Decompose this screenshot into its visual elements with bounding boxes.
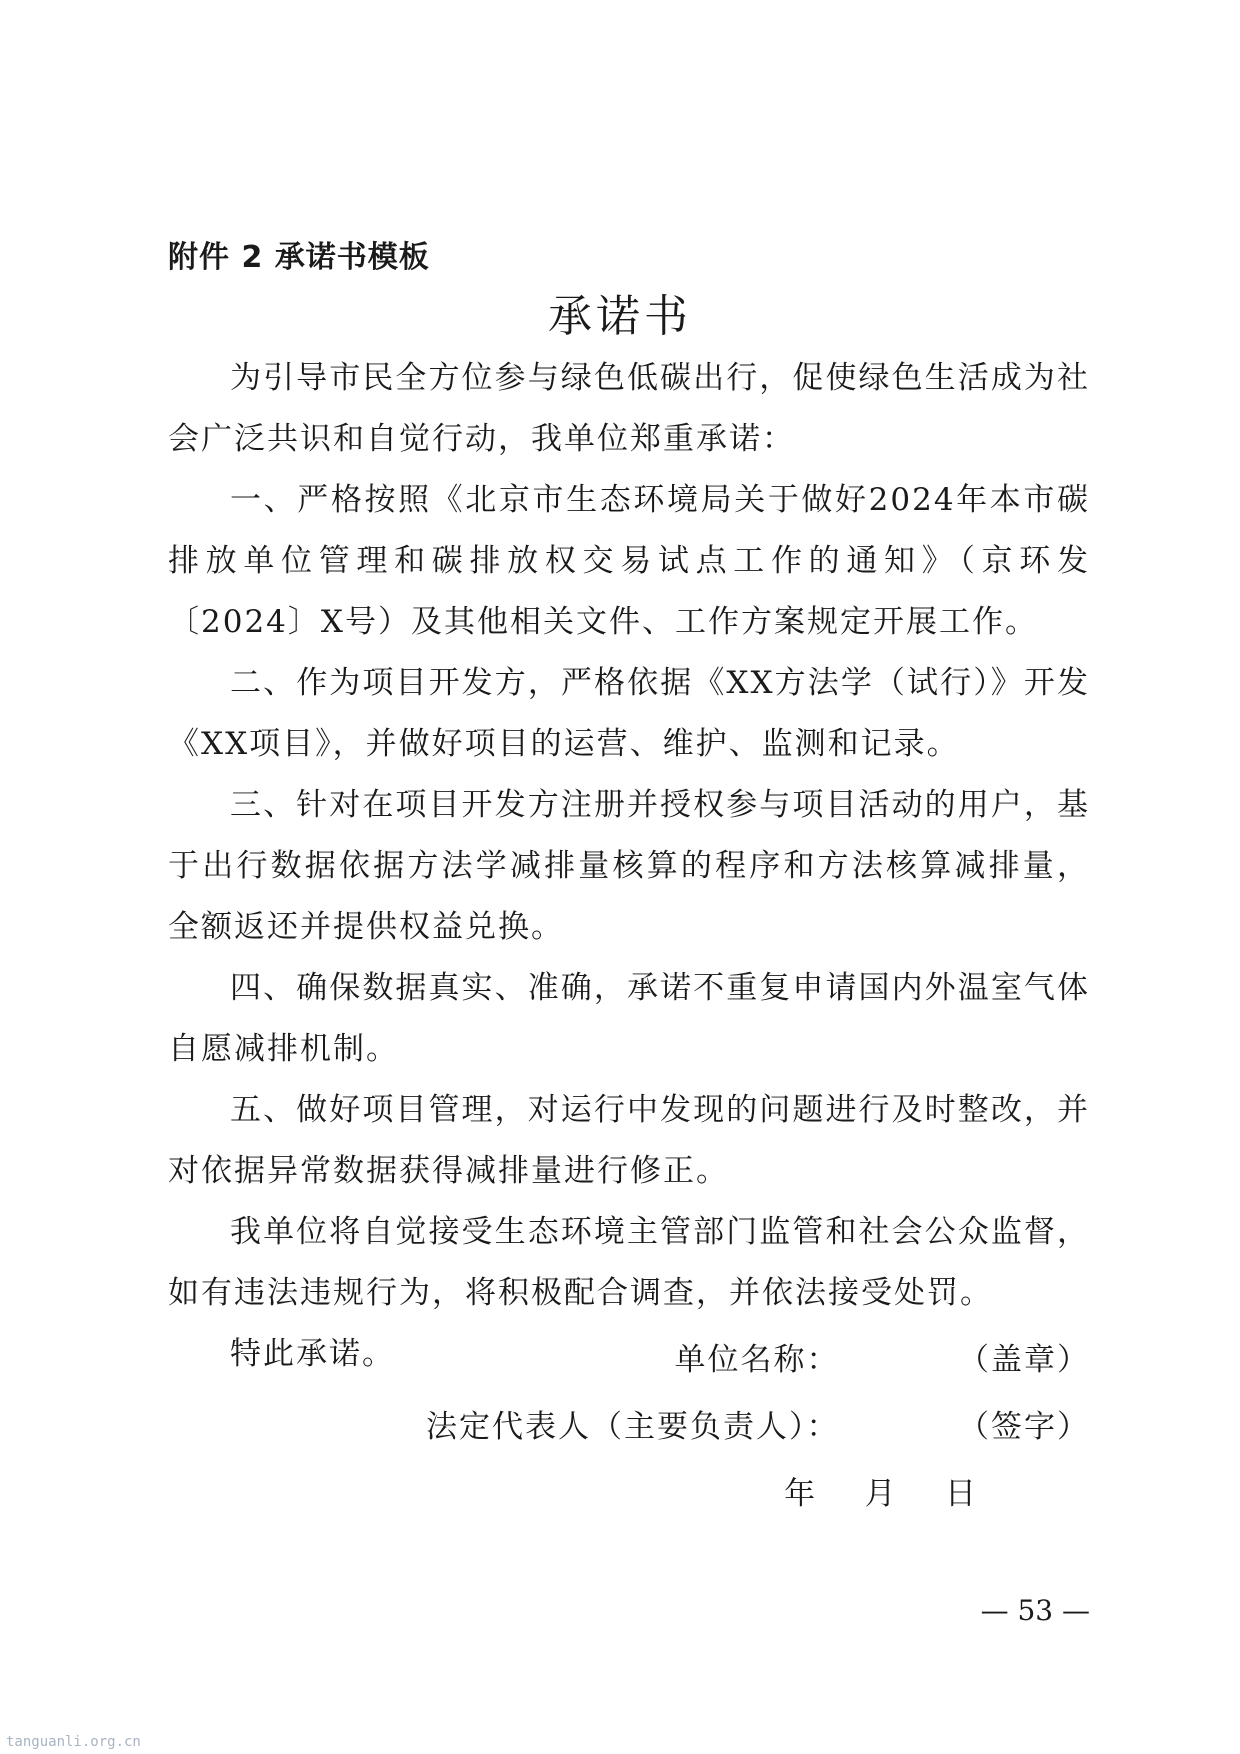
paragraph-item-1: 一、严格按照《北京市生态环境局关于做好2024年本市碳排放单位管理和碳排放权交易试点工作的通知》（京环发〔2024〕X号）及其他相关文件、工作方案规定开展工作。 (168, 482, 1090, 640)
watermark: tanguanli.org.cn (6, 1734, 141, 1750)
attachment-label: 附件 2 承诺书模板 (168, 240, 430, 275)
paragraph-intro: 为引导市民全方位参与绿色低碳出行，促使绿色生活成为社会广泛共识和自觉行动，我单位郑重承诺： (168, 360, 1090, 457)
paragraph-item-3: 三、针对在项目开发方注册并授权参与项目活动的用户，基于出行数据依据方法学减排量核算的程序和方法核算减排量，全额返还并提供权益兑换。 (168, 787, 1090, 945)
date-line: 年 月 日 (784, 1476, 978, 1512)
unit-name-line: 单位名称： （盖章） (674, 1342, 1090, 1378)
paragraph-item-4: 四、确保数据真实、准确，承诺不重复申请国内外温室气体自愿减排机制。 (168, 970, 1090, 1067)
paragraph-item-5: 五、做好项目管理，对运行中发现的问题进行及时整改，并对依据异常数据获得减排量进行修正。 (168, 1092, 1090, 1189)
paragraph-item-2: 二、作为项目开发方，严格依据《XX方法学（试行）》开发《XX项目》，并做好项目的运营、维护、监测和记录。 (168, 665, 1090, 762)
legal-representative-line: 法定代表人（主要负责人）： （签字） (425, 1409, 1090, 1445)
paragraph-closing: 特此承诺。 (230, 1336, 395, 1372)
document-title: 承诺书 (548, 291, 692, 342)
document-body (168, 348, 1090, 1385)
paragraph-supervision: 我单位将自觉接受生态环境主管部门监管和社会公众监督，如有违法违规行为，将积极配合调查，并依法接受处罚。 (168, 1214, 1090, 1311)
page-number: — 53 — (980, 1594, 1090, 1627)
